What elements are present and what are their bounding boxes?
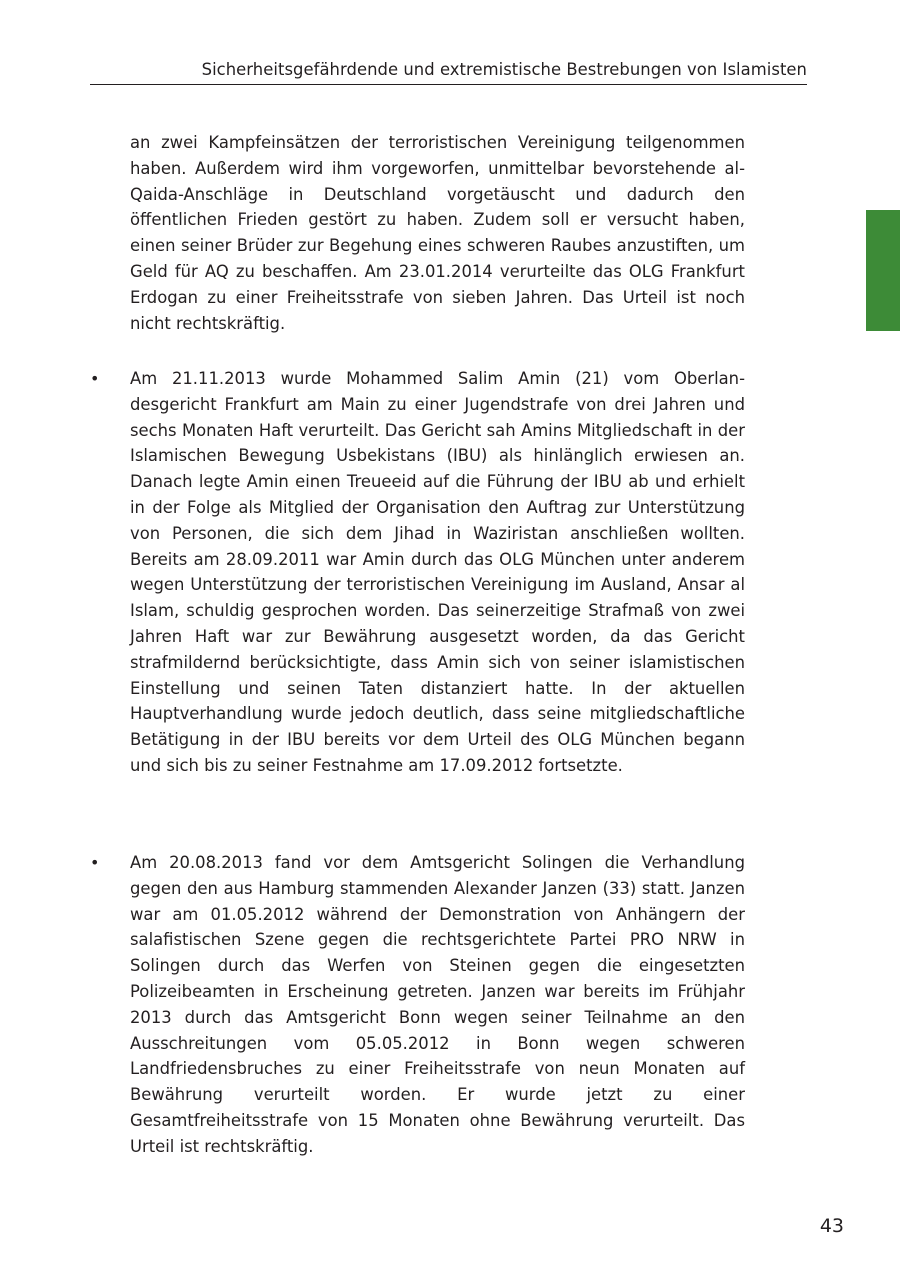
paragraph-amin-verdict: Am 21.11.2013 wurde Mohammed Salim Amin (21) vom Oberlandesgericht Frankfurt am Main zu einer Jugendstrafe von drei Jahren und sechs Monaten Haft verurteilt. Das Gericht sah Amins Mitgliedschaft in der Islamischen Bewegung Usbekistans (IBU) als hinlänglich erwiesen an. Danach legte Amin einen Treueeid auf die Führung der IBU ab und erhielt in der Folge als Mitglied der Organisation den Auftrag zur Unterstützung von Personen, die sich dem Jihad in Waziristan anschließen wollten. Bereits am 28.09.2011 war Amin durch das OLG München unter anderem wegen Unterstützung der terroristischen Vereinigung im Ausland, Ansar al Islam, schuldig gesprochen worden. Das seinerzeitige Strafmaß von zwei Jahren Haft war zur Bewährung ausgesetzt worden, da das Gericht strafmildernd berücksichtigte, dass Amin sich von seiner islamistischen Einstellung und seinen Taten distanziert hatte. In der aktuellen Hauptverhandlung wurde jedoch deutlich, dass seine mitgliedschaftliche Betätigung in der IBU bereits vor dem Urteil des OLG München begann und sich bis zu seiner Festnahme am 17.09.2012 fortsetzte. [130, 369, 745, 775]
page-number: 43 [819, 1215, 844, 1237]
bullet-marker: • [90, 853, 100, 872]
bullet-marker: • [90, 369, 100, 388]
paragraph-janzen-verdict: Am 20.08.2013 fand vor dem Amtsgericht Solingen die Verhandlung gegen den aus Hamburg stammenden Alexander Janzen (33) statt. Janzen war am 01.05.2012 während der Demonstration von Anhängern der salafistischen Szene gegen die rechtsgerichtete Partei PRO NRW in Solingen durch das Werfen von Steinen gegen die eingesetzten Polizeibeamten in Erscheinung getreten. Janzen war bereits im Frühjahr 2013 durch das Amtsgericht Bonn wegen seiner Teilnahme an den Ausschreitungen vom 05.05.2012 in Bonn wegen schweren Landfriedensbruches zu einer Freiheitsstrafe von neun Monaten auf Bewährung verurteilt worden. Er wurde jetzt zu einer Gesamtfreiheitsstrafe von 15 Monaten ohne Bewährung verurteilt. Das Urteil ist rechtskräftig. [130, 853, 745, 1156]
paragraph-continuation: an zwei Kampfeinsätzen der terroristischen Vereinigung teilgenommen haben. Außerdem wird ihm vorgeworfen, unmittelbar bevorstehende al-Qaida-Anschläge in Deutschland vorgetäuscht und dadurch den öffentlichen Frieden gestört zu haben. Zudem soll er versucht haben, einen seiner Brüder zur Begehung eines schweren Raubes anzustiften, um Geld für AQ zu beschaffen. Am 23.01.2014 verurteilte das OLG Frankfurt Erdogan zu einer Freiheitsstrafe von sieben Jahren. Das Urteil ist noch nicht rechtskräftig. [130, 133, 745, 333]
running-header: Sicherheitsgefährdende und extremistische Bestrebungen von Islamisten [90, 58, 807, 85]
chapter-tab-marker [866, 210, 900, 331]
